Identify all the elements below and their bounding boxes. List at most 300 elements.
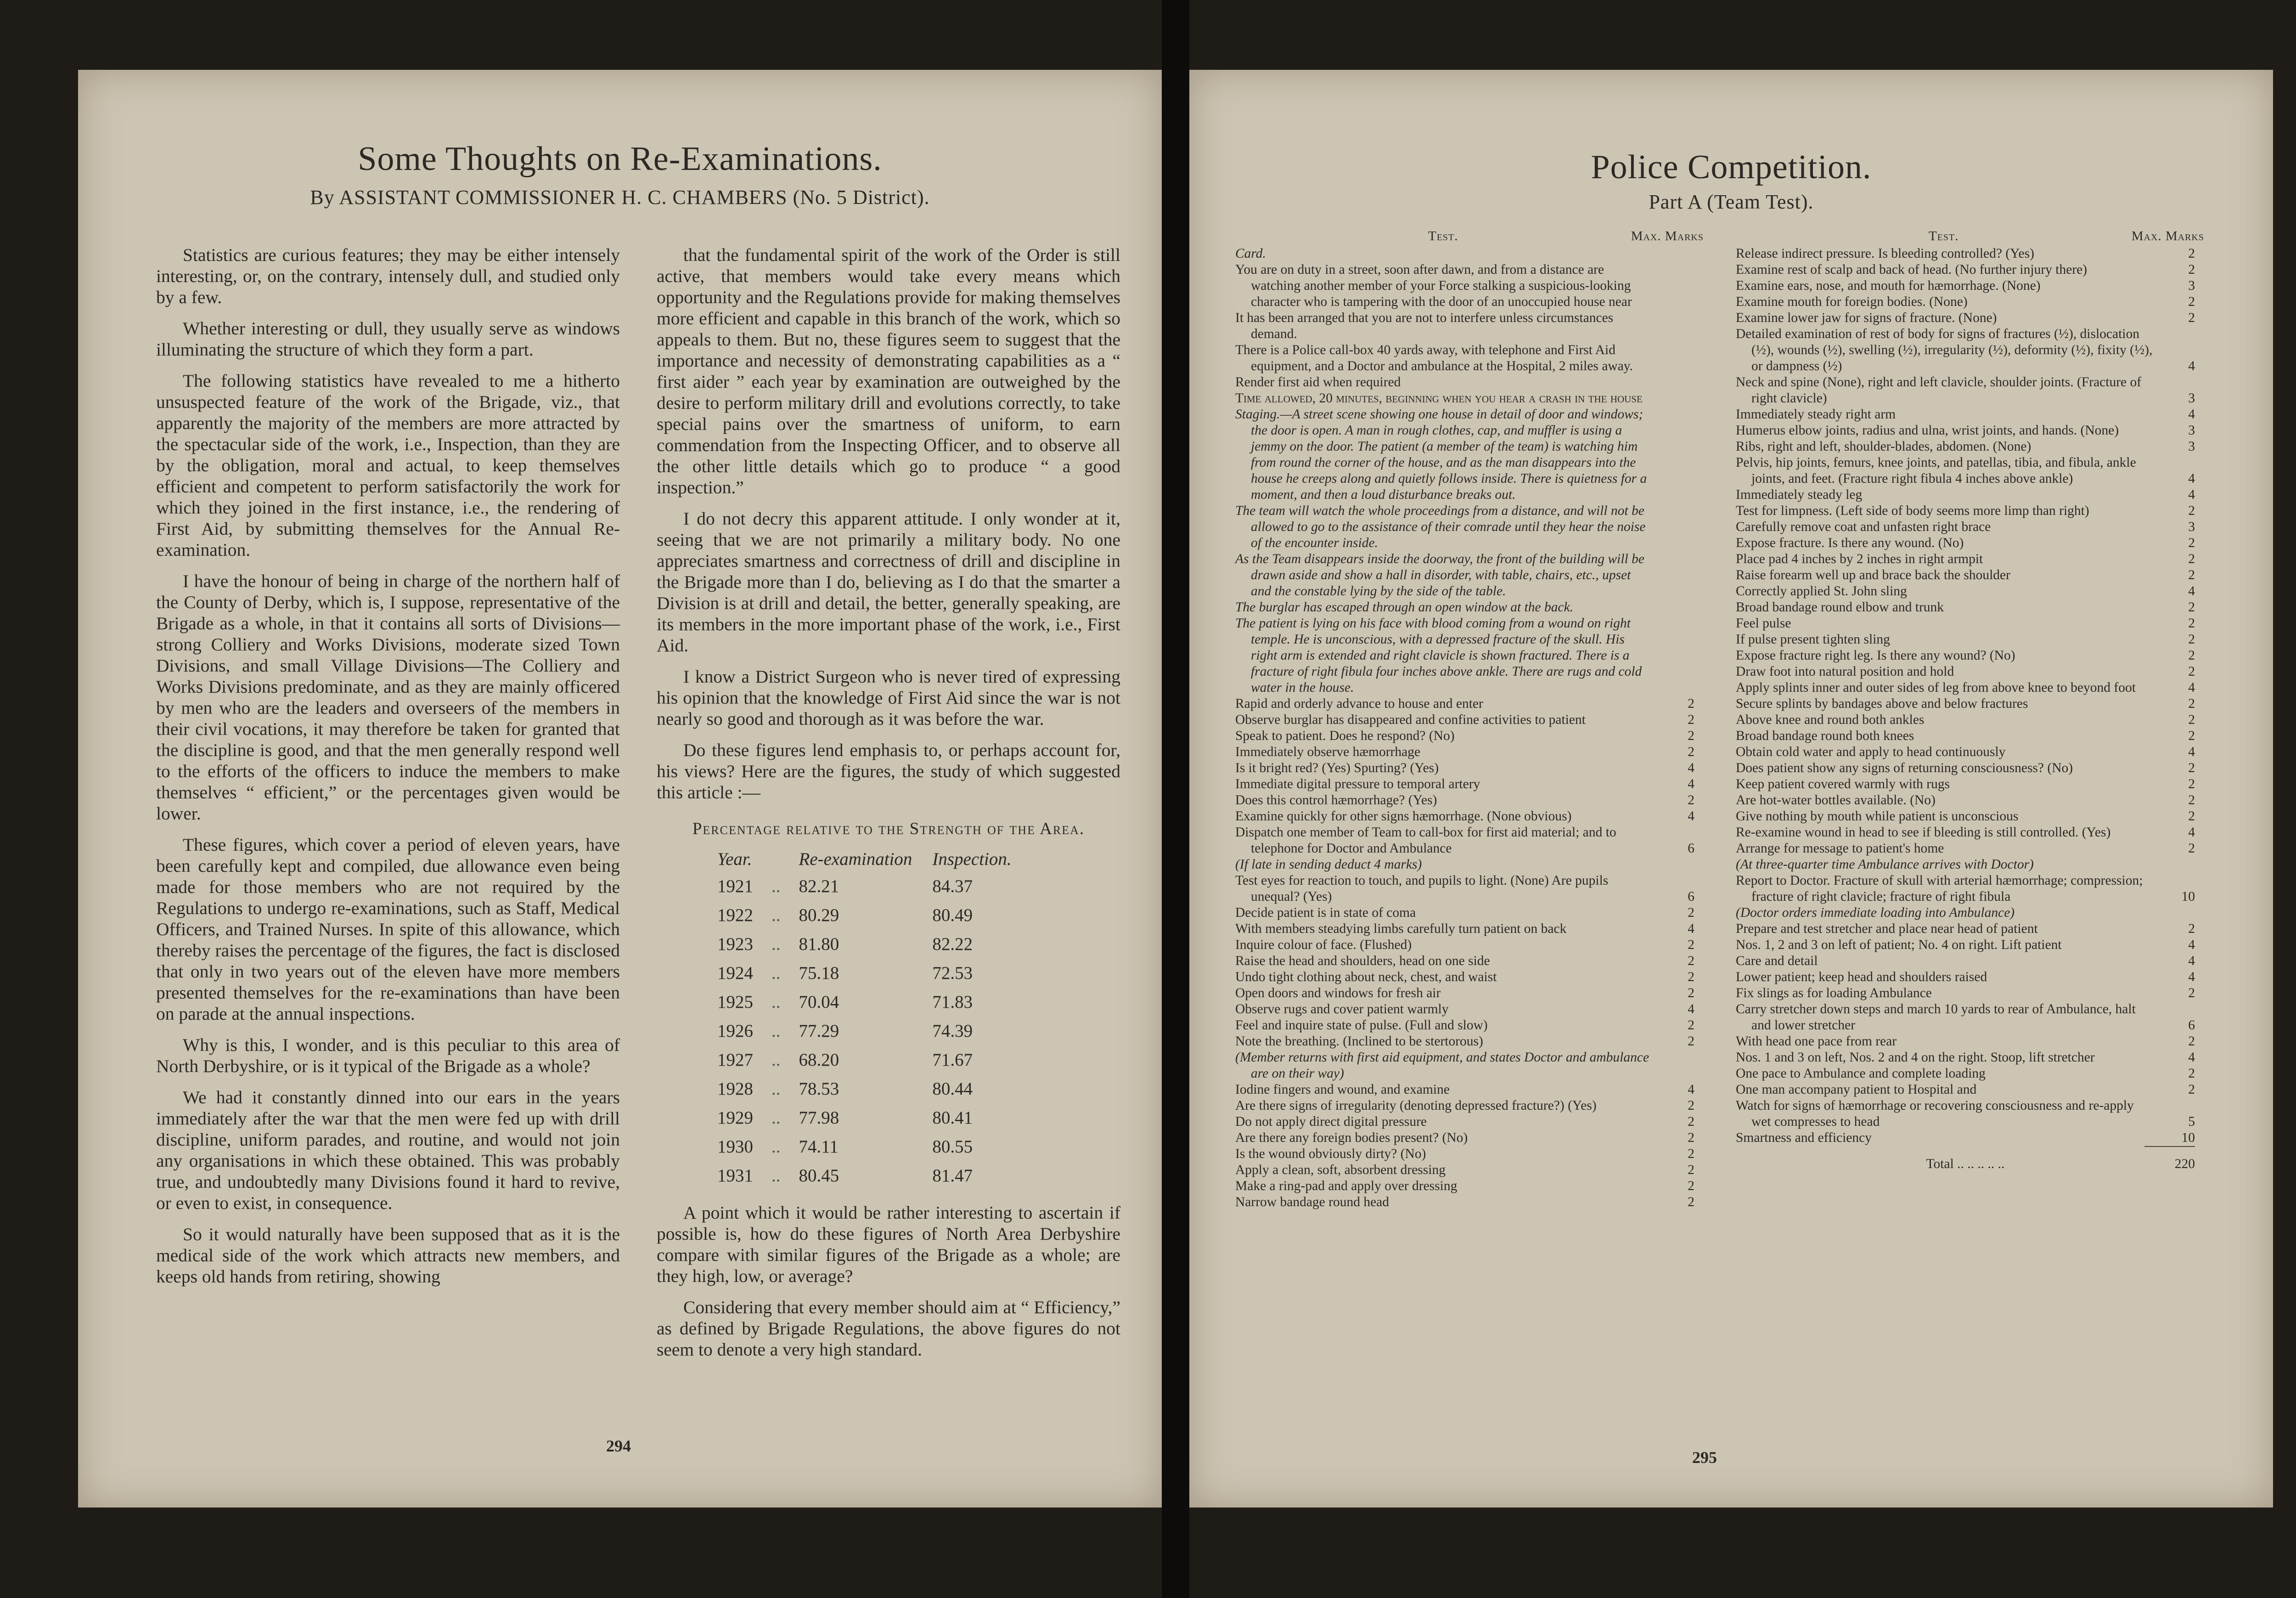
test-item-mark: 5: [2188, 1114, 2195, 1129]
col-header-marks: Max. Marks: [1631, 229, 1704, 243]
test-item-mark: 2: [1688, 1114, 1694, 1129]
cell-reexamination: 81.80: [799, 934, 839, 954]
test-item-text: The team will watch the whole proceedings from a distance, and will not be allowed to go to the assistance of their comrade until they hear the noise of the encounter inside.: [1235, 503, 1646, 550]
test-item-mark: 4: [2188, 937, 2195, 952]
test-item: [1736, 519, 2195, 535]
cell-year: 1925: [717, 992, 753, 1012]
test-item-text: Ribs, right and left, shoulder-blades, abdomen. (None): [1736, 439, 2032, 454]
test-item: [1736, 632, 2195, 648]
test-item-mark: 2: [1688, 954, 1694, 968]
test-item-text: Immediate digital pressure to temporal artery: [1235, 777, 1480, 791]
test-item-text: Prepare and test stretcher and place near head of patient: [1736, 921, 2038, 936]
right-page: [1189, 70, 2273, 1508]
cell-leader-dots: ..: [771, 1021, 781, 1041]
table-row: [707, 1161, 1022, 1190]
test-item: [1736, 294, 2195, 310]
cell-year: 1922: [717, 905, 753, 925]
test-item: [1736, 326, 2195, 374]
test-item: [1736, 407, 2195, 423]
test-item: [1235, 1114, 1694, 1130]
test-item-mark: 2: [2188, 648, 2195, 663]
paragraph: The following statistics have revealed to me a hitherto unsuspected feature of the work of the Brigade, viz., that apparently the majority of the members are more attracted by the spectacular side of the work, i.e., Inspection, than they are by the obligation, moral and actual, to keep themselves efficient and competent to perform satisfactorily the work for which they joined in the first instance, i.e., the rendering of First Aid, by submitting themselves for the Annual Re-examination.: [156, 371, 620, 560]
cell-inspection: 74.39: [932, 1021, 973, 1041]
header-inspection: Inspection.: [932, 849, 1012, 869]
test-item-mark: 2: [1688, 1146, 1694, 1161]
test-item-text: One pace to Ambulance and complete loading: [1736, 1066, 1986, 1081]
test-item-text: Secure splints by bandages above and below fractures: [1736, 696, 2028, 711]
test-item: [1736, 1033, 2195, 1050]
test-item-text: Apply splints inner and outer sides of leg from above knee to beyond foot: [1736, 680, 2136, 695]
test-item: [1736, 728, 2195, 744]
cell-reexamination: 70.04: [799, 992, 839, 1012]
cell-leader-dots: ..: [771, 1107, 781, 1128]
cell-year: 1927: [717, 1050, 753, 1070]
test-item: [1235, 728, 1694, 744]
test-item-mark: 6: [1688, 889, 1694, 904]
test-item-mark: 2: [2188, 552, 2195, 566]
cell-reexamination: 78.53: [799, 1079, 839, 1099]
test-item-text: Draw foot into natural position and hold: [1736, 664, 1954, 679]
test-item-mark: 2: [1688, 1195, 1694, 1209]
test-item: [1736, 696, 2195, 712]
test-item: [1235, 696, 1694, 712]
test-item-mark: 2: [1688, 728, 1694, 743]
cell-year: 1929: [717, 1107, 753, 1128]
test-item-text: Report to Doctor. Fracture of skull with arterial hæmorrhage; compression; fracture of right clavicle; fracture of right fibula: [1736, 873, 2143, 904]
test-item-mark: 3: [2188, 423, 2195, 438]
test-item: [1235, 1162, 1694, 1178]
test-item-text: Release indirect pressure. Is bleeding controlled? (Yes): [1736, 246, 2034, 261]
test-item-text: There is a Police call-box 40 yards away, with telephone and First Aid equipment, and a Doctor and ambulance at the Hospital, 2 miles away.: [1235, 343, 1633, 373]
cell-leader-dots: ..: [771, 1050, 781, 1070]
table-title: Percentage relative to the Strength of the Area.: [692, 819, 1085, 838]
total-row: Total .. .. .. .. .. 220: [1926, 1157, 2195, 1171]
table-row: [707, 1132, 1022, 1161]
test-item-mark: 2: [1688, 937, 1694, 952]
test-item-text: Is it bright red? (Yes) Spurting? (Yes): [1235, 761, 1439, 775]
test-item-mark: 2: [1688, 1179, 1694, 1193]
cell-year: 1926: [717, 1021, 753, 1041]
test-item-text: (Doctor orders immediate loading into Ambulance): [1736, 905, 2015, 920]
test-item: [1736, 278, 2195, 294]
test-item: [1736, 873, 2195, 905]
test-item: [1235, 1082, 1694, 1098]
test-item-text: Feel and inquire state of pulse. (Full and slow): [1235, 1018, 1488, 1033]
test-item: [1235, 712, 1694, 728]
test-item-mark: 4: [1688, 1082, 1694, 1097]
test-item-text: Place pad 4 inches by 2 inches in right armpit: [1736, 552, 1983, 566]
test-item: [1736, 953, 2195, 969]
test-item: [1736, 841, 2195, 857]
test-item: [1736, 1082, 2195, 1098]
test-item-mark: 4: [1688, 1002, 1694, 1016]
test-item-mark: 2: [1688, 970, 1694, 984]
test-item-mark: 2: [1688, 1098, 1694, 1113]
cell-leader-dots: ..: [771, 1165, 781, 1186]
test-item-mark: 2: [2188, 600, 2195, 615]
test-item-mark: 4: [2188, 584, 2195, 599]
test-item: [1736, 439, 2195, 455]
test-item-mark: 4: [2188, 1050, 2195, 1065]
test-item-text: Raise the head and shoulders, head on one side: [1235, 954, 1490, 968]
cell-leader-dots: ..: [771, 876, 781, 896]
test-item: [1736, 423, 2195, 439]
test-item-mark: 3: [2188, 519, 2195, 534]
test-item: [1235, 1050, 1694, 1082]
test-item-text: Above knee and round both ankles: [1736, 712, 1925, 727]
cell-leader-dots: ..: [771, 1136, 781, 1157]
test-item-mark: 2: [2188, 761, 2195, 775]
test-item-text: Fix slings as for loading Ambulance: [1736, 986, 1932, 1000]
test-item-mark: 2: [2188, 809, 2195, 824]
test-item-text: One man accompany patient to Hospital and: [1736, 1082, 1977, 1097]
competition-subtitle: Part A (Team Test).: [1649, 191, 1814, 213]
test-item-mark: 2: [2188, 632, 2195, 647]
paragraph: We had it constantly dinned into our ears in the years immediately after the war that the men were fed up with drill discipline, uniform parades, and routine, and would not join any organisations in which these obtained. This was probably true, and undoubtedly many Divisions found it hard to revive, or even to exist, in consequence.: [156, 1087, 620, 1213]
test-item-text: Staging.—A street scene showing one house in detail of door and windows; the door is open. A man in rough clothes, cap, and muffler is using a jemmy on the door. The patient (a member of the team) is watching him from round the corner of the house, and as the man disappears into the house he creeps along and quietly follows inside. There is quietness for a moment, and then a loud disturbance breaks out.: [1235, 407, 1647, 502]
test-item: [1235, 760, 1694, 776]
test-item-text: (Member returns with first aid equipment, and states Doctor and ambulance are on their way): [1235, 1050, 1649, 1081]
test-item-text: Detailed examination of rest of body for signs of fractures (½), dislocation (½), wounds (½), swelling (½), irregularity (½), deformity (½), fixity (½), or dampness (½): [1736, 327, 2153, 373]
test-item: [1736, 969, 2195, 985]
test-item: [1736, 921, 2195, 937]
test-item: [1736, 1001, 2195, 1033]
article-column-2: [657, 244, 1120, 1370]
test-item: [1235, 503, 1694, 551]
total-mark: 220: [2174, 1157, 2195, 1171]
test-item-mark: 2: [2188, 793, 2195, 807]
test-item: [1235, 1017, 1694, 1033]
test-item-text: Care and detail: [1736, 954, 1818, 968]
test-item-text: Speak to patient. Does he respond? (No): [1235, 728, 1455, 743]
test-item-text: Time allowed, 20 minutes, beginning when you hear a crash in the house: [1235, 391, 1643, 406]
test-item-mark: 4: [2188, 680, 2195, 695]
test-item: [1235, 551, 1694, 599]
test-item-text: Are hot-water bottles available. (No): [1736, 793, 1936, 807]
cell-year: 1924: [717, 963, 753, 983]
test-item-text: Are there signs of irregularity (denoting depressed fracture?) (Yes): [1235, 1098, 1597, 1113]
test-item-mark: 3: [2188, 278, 2195, 293]
test-item: [1736, 1098, 2195, 1130]
book-gutter: [1162, 0, 1189, 1598]
test-item-text: Inquire colour of face. (Flushed): [1235, 937, 1412, 952]
test-item: [1736, 535, 2195, 551]
column-header-row: [1736, 228, 2204, 246]
col-header-test: Test.: [1428, 229, 1458, 243]
test-item-mark: 2: [1688, 1034, 1694, 1049]
cell-reexamination: 75.18: [799, 963, 839, 983]
cell-year: 1923: [717, 934, 753, 954]
test-item: [1235, 615, 1694, 696]
table-row: [707, 988, 1022, 1016]
cell-leader-dots: ..: [771, 963, 781, 983]
cell-year: 1928: [717, 1079, 753, 1099]
cell-leader-dots: ..: [771, 992, 781, 1012]
test-item-text: Re-examine wound in head to see if bleeding is still controlled. (Yes): [1736, 825, 2111, 840]
test-item-text: Card.: [1235, 246, 1266, 261]
cell-year: 1930: [717, 1136, 753, 1157]
cell-reexamination: 77.29: [799, 1021, 839, 1041]
article-column-1: [156, 244, 620, 1297]
test-item: [1235, 599, 1694, 615]
test-item: [1736, 583, 2195, 599]
test-item: [1736, 1130, 2195, 1146]
paragraph: Whether interesting or dull, they usually serve as windows illuminating the structure of which they form a part.: [156, 318, 620, 360]
test-item: [1736, 905, 2195, 921]
test-item-text: Neck and spine (None), right and left clavicle, shoulder joints. (Fracture of right clavicle): [1736, 375, 2142, 406]
test-item-text: Raise forearm well up and brace back the shoulder: [1736, 568, 2010, 582]
test-item: [1235, 1194, 1694, 1210]
test-item: [1736, 599, 2195, 615]
test-item: [1235, 1178, 1694, 1194]
test-item-mark: 2: [2188, 728, 2195, 743]
test-item: [1736, 374, 2195, 407]
test-item-mark: 4: [2188, 471, 2195, 486]
table-row: [707, 872, 1022, 901]
test-item-text: (If late in sending deduct 4 marks): [1235, 857, 1422, 872]
test-item: [1736, 310, 2195, 326]
test-item: [1235, 262, 1694, 310]
article-title: Some Thoughts on Re-Examinations.: [358, 140, 882, 178]
test-item-text: Expose fracture right leg. Is there any wound? (No): [1736, 648, 2015, 663]
test-item: [1736, 712, 2195, 728]
test-item-text: The burglar has escaped through an open window at the back.: [1235, 600, 1574, 615]
test-item-mark: 2: [2188, 246, 2195, 261]
test-item-text: Note the breathing. (Inclined to be stertorous): [1235, 1034, 1483, 1049]
test-item: [1736, 808, 2195, 824]
left-page: [78, 70, 1162, 1508]
test-item-mark: 2: [2188, 1034, 2195, 1049]
test-item: [1235, 905, 1694, 921]
test-item-mark: 2: [2188, 616, 2195, 631]
test-item-mark: 2: [2188, 664, 2195, 679]
cell-reexamination: 77.98: [799, 1107, 839, 1128]
test-item: [1736, 246, 2195, 262]
column-2-text-after-table: [657, 1202, 1120, 1360]
test-item-text: Keep patient covered warmly with rugs: [1736, 777, 1950, 791]
test-item-mark: 6: [1688, 841, 1694, 856]
test-item-text: Examine quickly for other signs hæmorrhage. (None obvious): [1235, 809, 1572, 824]
test-item: [1235, 873, 1694, 905]
paragraph: I have the honour of being in charge of the northern half of the County of Derby, which is, I suppose, representative of the Brigade as a whole, in that it contains all sorts of Divisions—strong Colliery and Works Divisions, moderate sized Town Divisions, and small Village Divisions—The Colliery and Works Divisions predominate, and as they are mainly officered by men who are the leaders and overseers of the members in their civil vocations, it may therefore be taken for granted that the discipline is good, and that the men generally respond well to the efforts of the officers to induce the members to make themselves “ efficient,” or the percentages given would be lower.: [156, 571, 620, 824]
test-item-mark: 4: [1688, 761, 1694, 775]
test-item-mark: 4: [1688, 777, 1694, 791]
test-item: [1235, 1033, 1694, 1050]
cell-inspection: 80.44: [932, 1079, 973, 1099]
page-number-right: 295: [1692, 1448, 1717, 1467]
test-item: [1736, 648, 2195, 664]
test-item: [1235, 921, 1694, 937]
cell-leader-dots: ..: [771, 934, 781, 954]
test-item-text: Give nothing by mouth while patient is unconscious: [1736, 809, 2019, 824]
test-item-text: Arrange for message to patient's home: [1736, 841, 1944, 856]
cell-reexamination: 80.29: [799, 905, 839, 925]
table-row: [707, 930, 1022, 959]
test-item: [1736, 760, 2195, 776]
test-item-mark: 2: [2188, 696, 2195, 711]
test-item-mark: 2: [1688, 1018, 1694, 1033]
cell-inspection: 80.49: [932, 905, 973, 925]
total-rule: [2144, 1146, 2195, 1147]
cell-inspection: 82.22: [932, 934, 973, 954]
test-item: [1736, 680, 2195, 696]
test-item: [1736, 664, 2195, 680]
test-item-mark: 2: [2188, 568, 2195, 582]
test-item: [1235, 407, 1694, 503]
column-2-text-before-table: [657, 244, 1120, 803]
test-item: [1235, 1001, 1694, 1017]
percentage-table: [707, 847, 1022, 1190]
test-item-mark: 2: [1688, 986, 1694, 1000]
table-row: [707, 959, 1022, 988]
test-item: [1736, 776, 2195, 792]
test-item-text: The patient is lying on his face with blood coming from a wound on right temple. He is unconscious, with a depressed fracture of the skull. His right arm is extended and right clavicle is shown fractured. There is a fracture of right fibula four inches above ankle. There are rugs and cold water in the house.: [1235, 616, 1642, 695]
test-item: [1235, 824, 1694, 857]
test-item: [1235, 246, 1694, 262]
test-item: [1736, 792, 2195, 808]
test-item: [1736, 551, 2195, 567]
cell-reexamination: 68.20: [799, 1050, 839, 1070]
test-item-text: Are there any foreign bodies present? (No): [1235, 1130, 1468, 1145]
test-item-mark: 4: [2188, 970, 2195, 984]
test-item-mark: 3: [2188, 391, 2195, 406]
test-item-mark: 4: [1688, 921, 1694, 936]
paragraph: I know a District Surgeon who is never tired of expressing his opinion that the knowledge of First Aid since the war is not nearly so good and thorough as it was before the war.: [657, 666, 1120, 729]
paragraph: Considering that every member should aim at “ Efficiency,” as defined by Brigade Regulations, the above figures do not seem to denote a very high standard.: [657, 1297, 1120, 1360]
test-item-mark: 2: [2188, 262, 2195, 277]
test-item-text: Make a ring-pad and apply over dressing: [1235, 1179, 1458, 1193]
test-item-mark: 4: [2188, 954, 2195, 968]
test-item-text: Observe burglar has disappeared and confine activities to patient: [1235, 712, 1586, 727]
test-item: [1235, 776, 1694, 792]
paragraph: These figures, which cover a period of eleven years, have been carefully kept and compiled, due allowance even being made for those members who are not required by the Regulations to undergo re-examinations, such as Staff, Medical Officers, and Trained Nurses. In spite of this allowance, which thereby raises the percentage of the figures, the fact is disclosed that only in two years out of the eleven have more members presented themselves for the re-examinations than have been on parade at the annual inspections.: [156, 835, 620, 1024]
test-item-text: Examine mouth for foreign bodies. (None): [1736, 294, 1968, 309]
cell-leader-dots: ..: [771, 1079, 781, 1099]
test-item-text: Examine lower jaw for signs of fracture. (None): [1736, 311, 1997, 325]
test-item: [1235, 310, 1694, 342]
test-item-text: Immediately observe hæmorrhage: [1235, 745, 1421, 759]
cell-reexamination: 80.45: [799, 1165, 839, 1186]
test-item: [1235, 1130, 1694, 1146]
test-item-mark: 2: [2188, 1066, 2195, 1081]
test-item: [1736, 744, 2195, 760]
test-item: [1736, 985, 2195, 1001]
test-item-text: Narrow bandage round head: [1235, 1195, 1390, 1209]
test-item-text: Observe rugs and cover patient warmly: [1235, 1002, 1449, 1016]
test-item: [1736, 857, 2195, 873]
test-item-text: It has been arranged that you are not to interfere unless circumstances demand.: [1235, 311, 1614, 341]
cell-year: 1921: [717, 876, 753, 896]
test-item-mark: 2: [1688, 1163, 1694, 1177]
test-item-mark: 2: [1688, 696, 1694, 711]
test-item-text: Lower patient; keep head and shoulders raised: [1736, 970, 1987, 984]
table-header-row: [707, 847, 1022, 872]
paragraph: I do not decry this apparent attitude. I only wonder at it, seeing that we are not primarily a military body. No one appreciates smartness and correctness of drill and discipline in the Brigade more than I do, believing as I do that the smarter a Division is at drill and detail, the better, generally speaking, are its members in the more important phase of the work, i.e., First Aid.: [657, 508, 1120, 655]
cell-year: 1931: [717, 1165, 753, 1186]
test-item-mark: 2: [1688, 745, 1694, 759]
test-item-mark: 4: [2188, 487, 2195, 502]
cell-inspection: 84.37: [932, 876, 973, 896]
test-item-mark: 2: [2188, 294, 2195, 309]
test-item-text: Immediately steady right arm: [1736, 407, 1896, 422]
test-item-text: Correctly applied St. John sling: [1736, 584, 1907, 599]
test-item-mark: 2: [2188, 712, 2195, 727]
test-item-text: Is the wound obviously dirty? (No): [1235, 1146, 1426, 1161]
test-item: [1736, 455, 2195, 487]
test-item-text: Render first aid when required: [1235, 375, 1401, 390]
table-row: [707, 1016, 1022, 1045]
col-header-marks: Max. Marks: [2131, 229, 2204, 243]
test-item-text: You are on duty in a street, soon after dawn, and from a distance are watching another member of your Force stalking a suspicious-looking character who is tampering with the door of an unoccupied house near: [1235, 262, 1632, 309]
table-row: [707, 1045, 1022, 1074]
cell-reexamination: 74.11: [799, 1136, 838, 1157]
test-column-right: [1736, 228, 2204, 1172]
competition-title: Police Competition.: [1591, 148, 1872, 186]
test-item-text: Feel pulse: [1736, 616, 1791, 631]
test-item: [1736, 615, 2195, 632]
paragraph: Why is this, I wonder, and is this peculiar to this area of North Derbyshire, or is it typical of the Brigade as a whole?: [156, 1035, 620, 1076]
test-item: [1736, 487, 2195, 503]
test-item-text: Examine ears, nose, and mouth for hæmorrhage. (None): [1736, 278, 2041, 293]
test-item: [1235, 985, 1694, 1001]
test-item-text: Apply a clean, soft, absorbent dressing: [1235, 1163, 1446, 1177]
test-item-text: Test for limpness. (Left side of body seems more limp than right): [1736, 503, 2089, 518]
total-label: Total: [1926, 1157, 1954, 1171]
test-item-text: Open doors and windows for fresh air: [1235, 986, 1441, 1000]
cell-inspection: 71.67: [932, 1050, 973, 1070]
cell-inspection: 80.55: [932, 1136, 973, 1157]
test-item-text: Carefully remove coat and unfasten right brace: [1736, 519, 1991, 534]
page-number-left: 294: [606, 1437, 631, 1455]
test-item: [1736, 1050, 2195, 1066]
test-item-text: Expose fracture. Is there any wound. (No): [1736, 536, 1964, 550]
test-item: [1235, 342, 1694, 374]
col-header-test: Test.: [1929, 229, 1959, 243]
column-header-row: [1235, 228, 1704, 246]
test-item-text: Obtain cold water and apply to head continuously: [1736, 745, 2006, 759]
test-item: [1736, 567, 2195, 583]
test-item-mark: 4: [2188, 745, 2195, 759]
test-item-mark: 2: [1688, 712, 1694, 727]
test-item: [1736, 503, 2195, 519]
test-item-text: Pelvis, hip joints, femurs, knee joints, and patellas, tibia, and fibula, ankle joints, and feet. (Fracture right fibula 4 inches above ankle): [1736, 455, 2136, 486]
test-item: [1736, 824, 2195, 841]
test-item: [1235, 857, 1694, 873]
test-item-mark: 2: [2188, 986, 2195, 1000]
table-row: [707, 901, 1022, 930]
test-item-text: As the Team disappears inside the doorway, the front of the building will be drawn aside and show a hall in disorder, with table, chairs, etc., upset and the constable lying by the side of the table.: [1235, 552, 1644, 599]
test-item-text: Dispatch one member of Team to call-box for first aid material; and to telephone for Doctor and Ambulance: [1235, 825, 1616, 856]
test-item: [1235, 1098, 1694, 1114]
test-item-mark: 2: [2188, 503, 2195, 518]
test-item-text: Humerus elbow joints, radius and ulna, wrist joints, and hands. (None): [1736, 423, 2119, 438]
test-item-text: Decide patient is in state of coma: [1235, 905, 1416, 920]
paragraph: A point which it would be rather interesting to ascertain if possible is, how do these figures of North Area Derbyshire compare with similar figures of the Brigade as a whole; are they high, low, or average?: [657, 1203, 1120, 1286]
test-item-text: Broad bandage round both knees: [1736, 728, 1914, 743]
test-item-text: Watch for signs of hæmorrhage or recovering consciousness and re-apply wet compresses to head: [1736, 1098, 2134, 1129]
test-item: [1235, 792, 1694, 808]
test-item: [1235, 937, 1694, 953]
test-column-left: [1235, 228, 1704, 1210]
test-item-text: (At three-quarter time Ambulance arrives with Doctor): [1736, 857, 2034, 872]
test-item-mark: 4: [2188, 359, 2195, 373]
test-item-text: Test eyes for reaction to touch, and pupils to light. (None) Are pupils unequal? (Yes): [1235, 873, 1609, 904]
cell-inspection: 71.83: [932, 992, 973, 1012]
test-item-mark: 2: [2188, 777, 2195, 791]
header-spacer: [763, 847, 789, 872]
test-item-mark: 10: [2181, 1130, 2195, 1145]
cell-leader-dots: ..: [771, 905, 781, 925]
